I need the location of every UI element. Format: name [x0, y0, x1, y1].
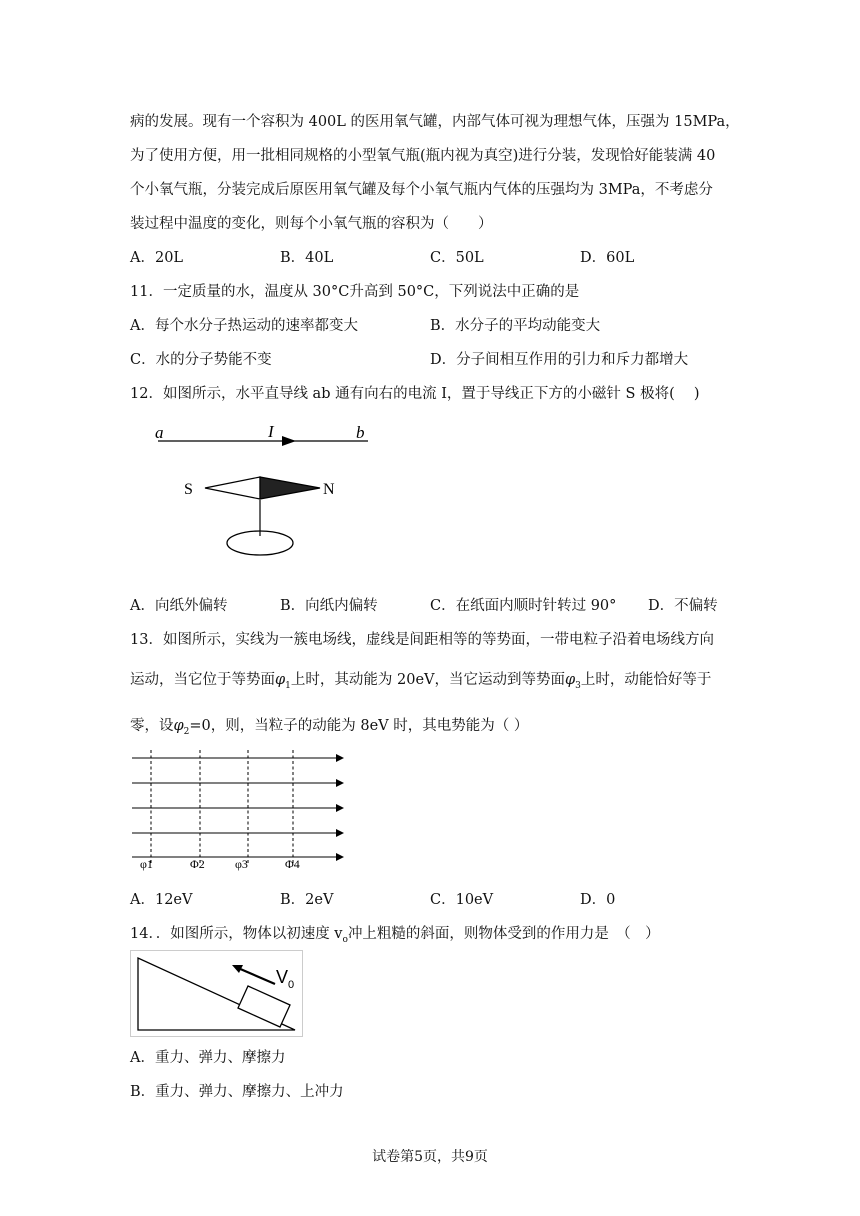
- q12-option-b: B．向纸内偏转: [280, 598, 378, 614]
- q10-option-a: A．20L: [130, 250, 184, 266]
- q14-stem: 14．．如图所示，物体以初速度 $v_o$冲上粗糙的斜面，则物体受到的作用力是 （ ）: [130, 926, 660, 945]
- q13-line-3: 零，设$\varphi_2=0$，则，当粒子的动能为 8eV 时，其电势能为（ ）: [130, 718, 529, 737]
- q10-option-b: B．40L: [280, 250, 334, 266]
- q10-line-2: 为了使用方便，用一批相同规格的小型氧气瓶(瓶内视为真空)进行分装，发现恰好能装满 40: [130, 148, 716, 164]
- q12-label-i: I: [268, 422, 274, 441]
- q14-velocity-arrow: [238, 968, 275, 984]
- q13-arrow-4: [336, 829, 344, 837]
- q13-arrow-2: [336, 779, 344, 787]
- q12-label-n: N: [323, 481, 335, 498]
- q12-compass-figure: [150, 418, 390, 568]
- q11-stem: 11．一定质量的水，温度从 30°C升高到 50°C，下列说法中正确的是: [130, 284, 580, 300]
- q11-option-a: A．每个水分子热运动的速率都变大: [130, 318, 358, 334]
- q12-label-b: b: [356, 423, 365, 442]
- q14-option-a: A．重力、弹力、摩擦力: [130, 1050, 286, 1066]
- q14-option-b: B．重力、弹力、摩擦力、上冲力: [130, 1084, 344, 1100]
- q10-option-d: D．60L: [580, 250, 635, 266]
- q13-field-figure: [130, 750, 350, 875]
- q10-line-3: 个小氧气瓶，分装完成后原医用氧气罐及每个小氧气瓶内气体的压强均为 3MPa，不考虑分: [130, 182, 713, 198]
- q10-option-c: C．50L: [430, 250, 484, 266]
- q13-option-a: A．12eV: [130, 892, 193, 908]
- q12-needle-s: [205, 477, 260, 499]
- q12-option-d: D．不偏转: [648, 598, 718, 614]
- q13-line-1: 13．如图所示，实线为一簇电场线，虚线是间距相等的等势面，一带电粒子沿着电场线方向: [130, 632, 714, 648]
- q11-option-b: B．水分子的平均动能变大: [430, 318, 601, 334]
- q13-option-c: C．10eV: [430, 892, 494, 908]
- q13-label-phi4: Φ4: [285, 857, 300, 871]
- q12-label-s: S: [184, 481, 193, 498]
- q13-label-phi3: φ3: [235, 857, 248, 871]
- q12-option-c: C．在纸面内顺时针转过 90°: [430, 598, 617, 614]
- q13-option-d: D．0: [580, 892, 616, 908]
- q13-arrow-3: [336, 804, 344, 812]
- q12-option-a: A．向纸外偏转: [130, 598, 228, 614]
- q10-line-4: 装过程中温度的变化，则每个小氧气瓶的容积为（ ）: [130, 216, 493, 232]
- q13-line-2: 运动，当它位于等势面$\varphi_1$上时，其动能为 20eV，当它运动到等势面$\varphi_3$上时，动能恰好等于: [130, 672, 712, 691]
- q13-label-phi2: Φ2: [190, 857, 205, 871]
- q13-arrow-5: [336, 853, 344, 861]
- q13-label-phi1: φ1: [140, 857, 153, 871]
- q14-block: [238, 986, 290, 1027]
- q12-needle-n: [260, 477, 320, 499]
- q12-current-arrow: [282, 436, 296, 446]
- q11-option-c: C．水的分子势能不变: [130, 352, 272, 368]
- q14-label-v: $V_0$: [276, 967, 295, 991]
- q14-incline-figure: [130, 950, 305, 1038]
- q10-line-1: 病的发展。现有一个容积为 400L 的医用氧气罐，内部气体可视为理想气体，压强为 15MPa，: [130, 114, 740, 130]
- q13-option-b: B．2eV: [280, 892, 334, 908]
- q11-option-d: D．分子间相互作用的引力和斥力都增大: [430, 352, 689, 368]
- q12-stem: 12．如图所示，水平直导线 ab 通有向右的电流 I，置于导线正下方的小磁针 S 极将( ): [130, 386, 700, 402]
- page-footer: 试卷第5页，共9页: [372, 1149, 488, 1165]
- q12-label-a: a: [155, 423, 164, 442]
- q13-arrow-1: [336, 754, 344, 762]
